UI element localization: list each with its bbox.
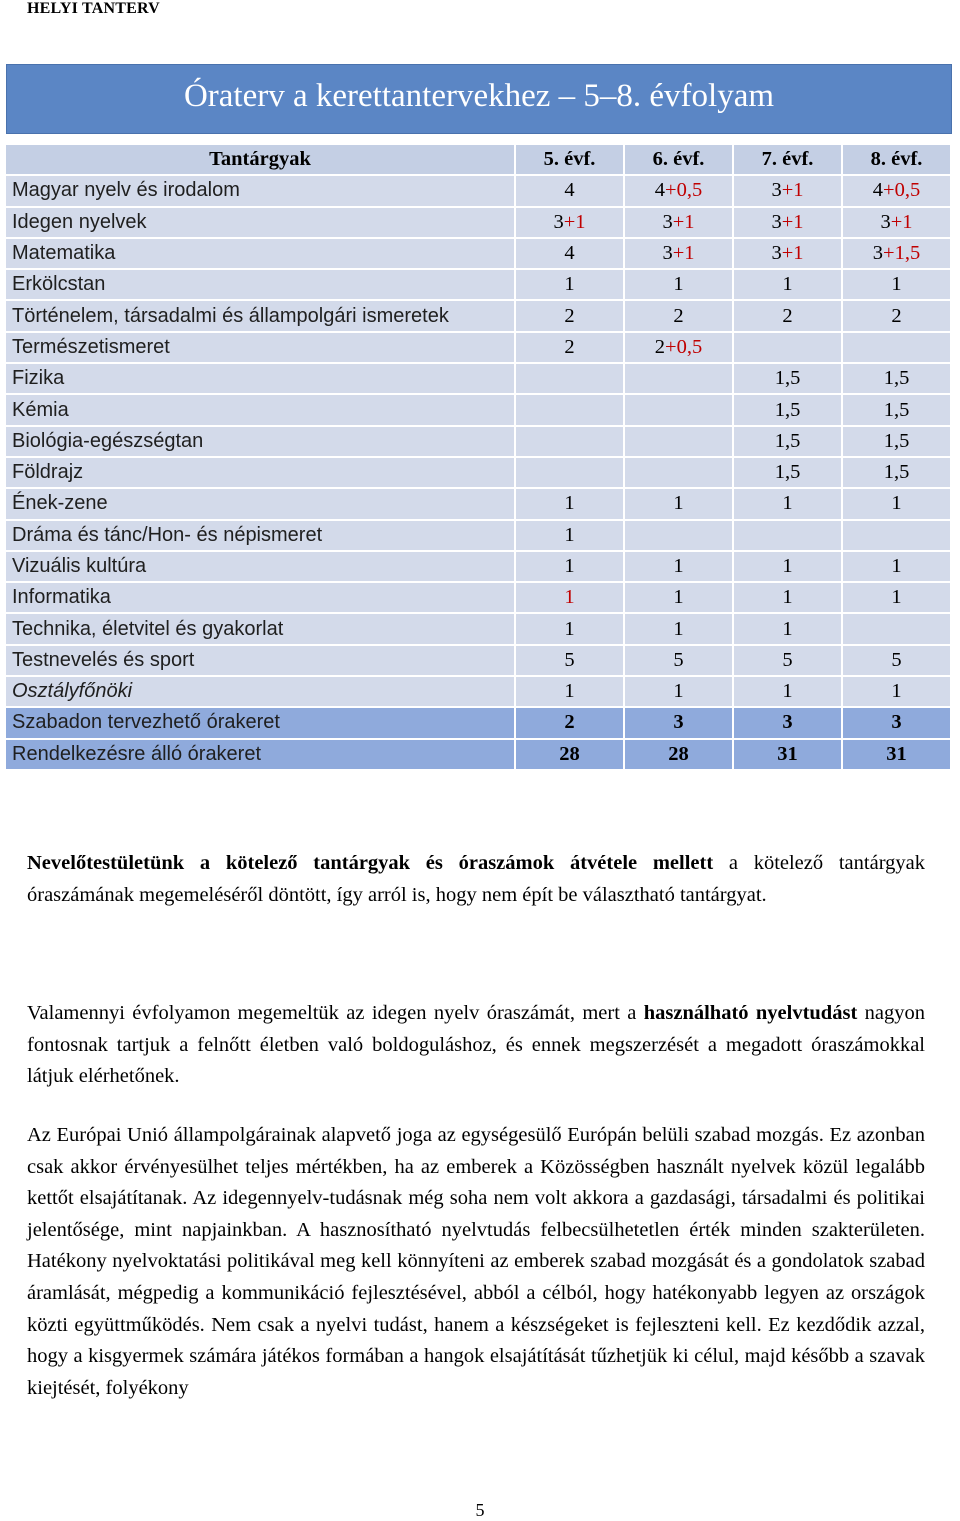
hours-cell <box>516 646 625 675</box>
hours-cell <box>625 239 734 268</box>
base-hours: 1,5 <box>774 398 801 421</box>
extra-hours: +0,5 <box>883 179 921 202</box>
hours-cell <box>734 646 843 675</box>
hours-cell <box>843 364 952 393</box>
subject-cell: Testnevelés és sport <box>6 646 516 675</box>
hours-cell <box>625 646 734 675</box>
base-hours: 1 <box>782 617 793 640</box>
hours-cell <box>843 458 952 487</box>
subject-cell: Technika, életvitel és gyakorlat <box>6 614 516 643</box>
table-row <box>6 364 952 393</box>
hours-cell <box>843 677 952 706</box>
subject-cell: Kémia <box>6 395 516 424</box>
paragraph-3: Az Európai Unió állampolgárainak alapvető joga az egységesülő Európán belüli szabad mozgás. Ez azonban csak akkor érvényesülhet teljes mértékben, ha az emberek a Közösségben használt nyelvek közül legalább kettőt elsajátítanak. Az idegennyelv-tudásnak még soha nem volt akkora a gazdasági, társadalmi és politikai jelentősége, mint napjainkban. A hasznosítható nyelvtudás felbecsülhetetlen érték minden szakterületen. Hatékony nyelvoktatási politikával meg kell könnyíteni az emberek szabad mozgását és a gondolatok szabad áramlását, mégpedig a kommunikáció fejlesztésével, abból a célból, hogy hatékonyabb legyen az országok közti együttműködés. Nem csak a nyelvi tudást, hanem a készségeket is fejleszteni kell. Ez kezdődik azzal, hogy a kisgyermek számára játékos formában a hangok elsajátítását tűzhetjük ki célul, majd később a szavak kiejtését, folyékony <box>27 1124 925 1399</box>
hours-cell <box>516 677 625 706</box>
hours-cell <box>734 677 843 706</box>
base-hours: 4 <box>564 242 575 265</box>
subject-cell: Vizuális kultúra <box>6 552 516 581</box>
table-row <box>6 270 952 299</box>
table-row <box>6 301 952 330</box>
table-row <box>6 458 952 487</box>
base-hours: 1 <box>891 680 902 703</box>
hours-cell <box>843 176 952 205</box>
summary-value: 28 <box>625 740 734 769</box>
extra-hours: +0,5 <box>665 179 703 202</box>
hours-cell <box>734 614 843 643</box>
base-hours: 5 <box>891 648 902 671</box>
table-row <box>6 583 952 612</box>
subject-cell: Idegen nyelvek <box>6 208 516 237</box>
base-hours: 3 <box>771 242 782 265</box>
subject-cell: Történelem, társadalmi és állampolgári ismeretek <box>6 301 516 330</box>
base-hours: 1 <box>564 492 575 515</box>
paragraph-2-bold: használható nyelvtudást <box>643 1002 858 1024</box>
subject-cell: Földrajz <box>6 458 516 487</box>
extra-hours: +1 <box>781 179 804 202</box>
page-title: Óraterv a kerettantervekhez – 5–8. évfolyam <box>183 78 775 114</box>
base-hours: 1 <box>673 492 684 515</box>
table-row <box>6 395 952 424</box>
base-hours: 1 <box>673 273 684 296</box>
paragraph-1 <box>27 848 925 911</box>
base-hours: 1 <box>564 273 575 296</box>
base-hours: 1,5 <box>774 429 801 452</box>
table-row <box>6 333 952 362</box>
base-hours: 1,5 <box>774 367 801 390</box>
hours-cell <box>516 333 625 362</box>
base-hours: 4 <box>872 179 884 202</box>
base-hours: 1 <box>673 680 684 703</box>
base-hours: 2 <box>564 335 575 358</box>
base-hours: 1 <box>782 273 793 296</box>
base-hours: 1 <box>673 617 684 640</box>
paragraph-1-bold: Nevelőtestületünk a kötelező tantárgyak és óraszámok átvétele mellett <box>27 852 714 874</box>
summary-value: 3 <box>843 708 952 737</box>
column-header: 5. évf. <box>516 145 625 174</box>
base-hours: 5 <box>782 648 793 671</box>
summary-value: 2 <box>516 708 625 737</box>
table-row <box>6 208 952 237</box>
table-row <box>6 239 952 268</box>
base-hours: 1,5 <box>883 461 910 484</box>
hours-cell <box>843 239 952 268</box>
base-hours: 2 <box>654 335 666 358</box>
base-hours: 3 <box>662 242 673 265</box>
subject-cell: Biológia-egészségtan <box>6 427 516 456</box>
hours-cell <box>516 364 625 393</box>
base-hours: 1 <box>782 555 793 577</box>
page-number: 5 <box>475 1500 485 1520</box>
schedule-table <box>6 143 952 771</box>
hours-cell <box>516 427 625 456</box>
hours-cell <box>625 427 734 456</box>
hours-cell <box>625 583 734 612</box>
hours-cell <box>843 552 952 581</box>
hours-cell <box>734 489 843 518</box>
hours-cell <box>734 176 843 205</box>
base-hours: 2 <box>564 304 575 327</box>
paragraph-2-text-b: nagyon fontosnak tartjuk a felnőtt életben való boldoguláshoz, és ennek megszerzését a megadott óraszámokkal látjuk elérhetőnek. <box>27 1002 925 1088</box>
extra-hours: +1 <box>890 210 913 233</box>
base-hours: 1 <box>673 555 684 577</box>
hours-cell <box>734 364 843 393</box>
hours-cell <box>625 301 734 330</box>
summary-label: Rendelkezésre álló órakeret <box>6 740 516 769</box>
base-hours: 3 <box>662 210 673 233</box>
hours-cell <box>734 521 843 550</box>
subject-cell: Erkölcstan <box>6 270 516 299</box>
table-body <box>6 176 952 769</box>
hours-cell <box>734 270 843 299</box>
table-row <box>6 677 952 706</box>
base-hours: 1 <box>891 273 902 296</box>
hours-cell <box>843 583 952 612</box>
hours-cell <box>516 521 625 550</box>
hours-cell <box>734 208 843 237</box>
subject-cell: Informatika <box>6 583 516 612</box>
base-hours: 5 <box>673 648 684 671</box>
hours-cell <box>625 270 734 299</box>
base-hours: 1 <box>564 680 575 703</box>
table-row <box>6 176 952 205</box>
hours-cell <box>625 333 734 362</box>
hours-cell <box>625 677 734 706</box>
hours-cell <box>734 458 843 487</box>
base-hours: 5 <box>564 648 575 671</box>
column-header: 6. évf. <box>625 145 734 174</box>
extra-hours: +1 <box>672 210 695 233</box>
base-hours: 3 <box>771 210 782 233</box>
base-hours: 4 <box>564 179 575 202</box>
extra-hours: +1 <box>672 242 695 265</box>
table-row <box>6 552 952 581</box>
extra-hours: +0,5 <box>665 335 703 358</box>
hours-cell <box>516 489 625 518</box>
subject-cell: Ének-zene <box>6 489 516 518</box>
extra-hours: +1 <box>563 210 586 233</box>
extra-hours: +1 <box>781 242 804 265</box>
base-hours: 1 <box>891 555 902 577</box>
hours-cell <box>516 176 625 205</box>
base-hours: 1 <box>564 555 575 577</box>
hours-cell <box>734 395 843 424</box>
hours-cell <box>843 521 952 550</box>
table-header-row <box>6 145 952 174</box>
base-hours: 1 <box>564 617 575 640</box>
hours-cell <box>625 176 734 205</box>
title-bar <box>6 64 952 134</box>
hours-cell <box>734 239 843 268</box>
hours-cell <box>734 552 843 581</box>
hours-cell <box>734 333 843 362</box>
base-hours: 1,5 <box>883 429 910 452</box>
base-hours: 3 <box>872 242 884 265</box>
subject-cell: Magyar nyelv és irodalom <box>6 176 516 205</box>
hours-cell <box>516 270 625 299</box>
summary-row <box>6 708 952 737</box>
hours-cell <box>625 458 734 487</box>
subject-cell: Természetismeret <box>6 333 516 362</box>
table-row <box>6 427 952 456</box>
base-hours: 1 <box>564 523 575 546</box>
table-row <box>6 521 952 550</box>
base-hours: 1 <box>673 586 684 609</box>
base-hours: 1,5 <box>774 461 801 484</box>
table-row <box>6 646 952 675</box>
base-hours: 3 <box>771 179 782 202</box>
hours-cell <box>516 395 625 424</box>
summary-value: 31 <box>734 740 843 769</box>
base-hours: 1,5 <box>883 367 910 390</box>
hours-cell <box>843 270 952 299</box>
hours-cell <box>843 333 952 362</box>
extra-hours: 1 <box>564 586 575 609</box>
hours-cell <box>843 301 952 330</box>
hours-cell <box>625 395 734 424</box>
base-hours: 2 <box>782 304 793 327</box>
extra-hours: +1,5 <box>883 242 921 265</box>
base-hours: 1 <box>891 586 902 609</box>
column-header: 8. évf. <box>843 145 952 174</box>
hours-cell <box>843 427 952 456</box>
hours-cell <box>734 427 843 456</box>
base-hours: 1 <box>782 492 793 515</box>
header-label: HELYI TANTERV <box>27 0 160 17</box>
hours-cell <box>843 489 952 518</box>
subject-cell: Dráma és tánc/Hon- és népismeret <box>6 521 516 550</box>
base-hours: 1 <box>891 492 902 515</box>
base-hours: 3 <box>880 210 891 233</box>
base-hours: 2 <box>673 304 684 327</box>
hours-cell <box>734 301 843 330</box>
hours-cell <box>625 521 734 550</box>
hours-cell <box>516 239 625 268</box>
hours-cell <box>843 614 952 643</box>
hours-cell <box>843 646 952 675</box>
hours-cell <box>843 208 952 237</box>
table-row <box>6 489 952 518</box>
paragraph-2 <box>27 998 925 1093</box>
hours-cell <box>625 552 734 581</box>
hours-cell <box>625 489 734 518</box>
paragraph-1-text: a kötelező tantárgyak óraszámának megemeléséről döntött, így arról is, hogy nem épít be választható tantárgyat. <box>27 852 925 906</box>
hours-cell <box>516 208 625 237</box>
base-hours: 4 <box>654 179 666 202</box>
subject-cell: Fizika <box>6 364 516 393</box>
hours-cell <box>516 583 625 612</box>
summary-row <box>6 740 952 769</box>
summary-value: 31 <box>843 740 952 769</box>
base-hours: 1,5 <box>883 398 910 421</box>
summary-value: 28 <box>516 740 625 769</box>
summary-value: 3 <box>734 708 843 737</box>
base-hours: 1 <box>782 680 793 703</box>
extra-hours: +1 <box>781 210 804 233</box>
hours-cell <box>516 552 625 581</box>
summary-label: Szabadon tervezhető órakeret <box>6 708 516 737</box>
hours-cell <box>625 364 734 393</box>
hours-cell <box>516 458 625 487</box>
base-hours: 2 <box>891 304 902 327</box>
summary-value: 3 <box>625 708 734 737</box>
hours-cell <box>843 395 952 424</box>
paragraph-2-text-a: Valamennyi évfolyamon megemeltük az idegen nyelv óraszámát, mert a <box>27 1002 644 1024</box>
subject-cell: Osztályfőnöki <box>6 677 516 706</box>
base-hours: 1 <box>782 586 793 609</box>
hours-cell <box>516 614 625 643</box>
hours-cell <box>625 208 734 237</box>
column-header: Tantárgyak <box>6 145 516 174</box>
hours-cell <box>734 583 843 612</box>
hours-cell <box>625 614 734 643</box>
subject-cell: Matematika <box>6 239 516 268</box>
column-header: 7. évf. <box>734 145 843 174</box>
base-hours: 3 <box>553 210 564 233</box>
hours-cell <box>516 301 625 330</box>
table-row <box>6 614 952 643</box>
